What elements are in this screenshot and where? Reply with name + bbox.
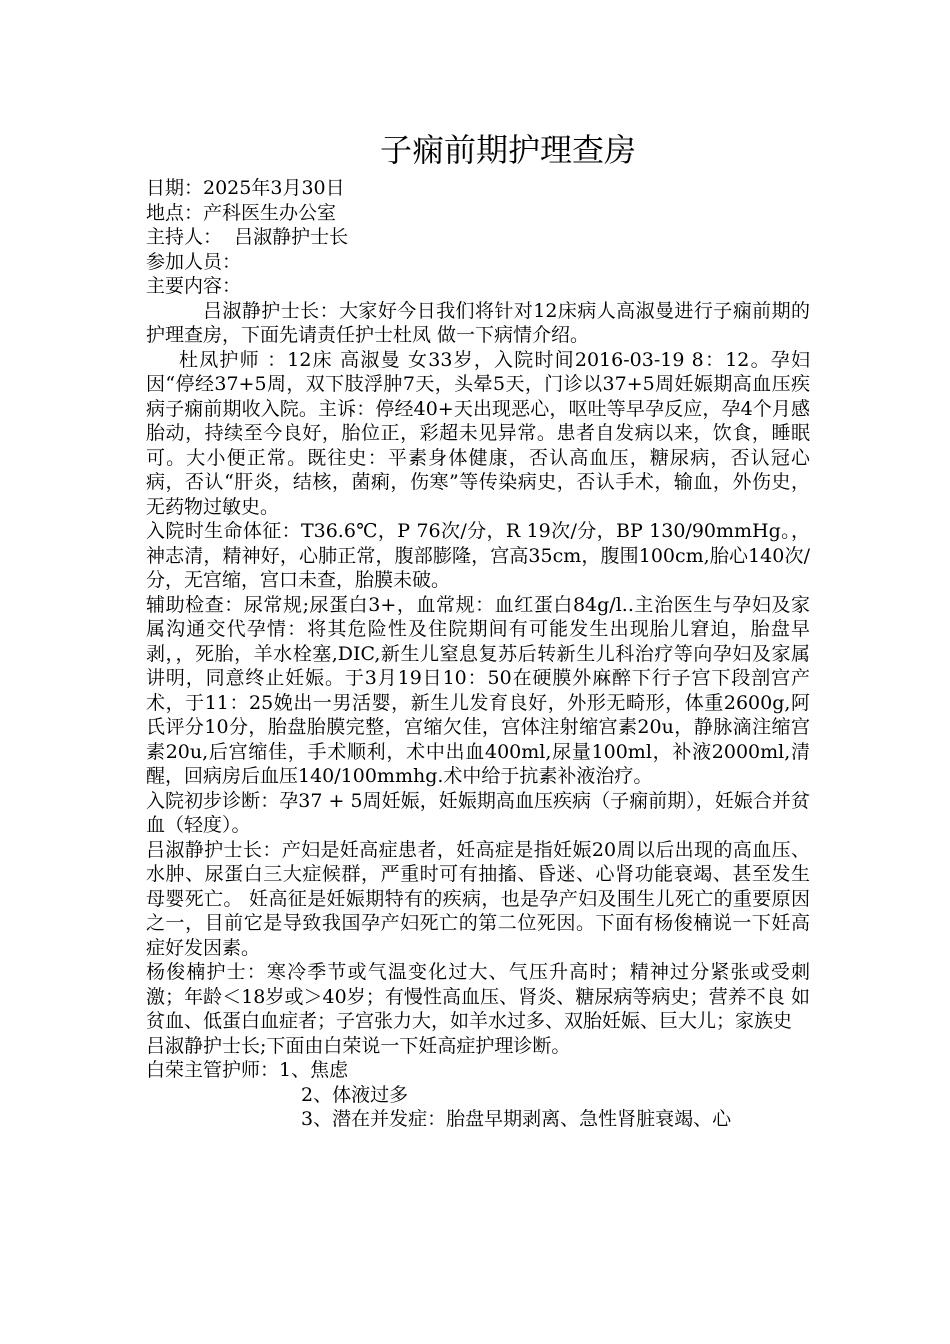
diagnosis-item: 1、焦虑: [279, 1059, 349, 1081]
meeting-date: 日期：2025年3月30日: [146, 177, 345, 199]
diagnosis-item: 3、潜在并发症：胎盘早期剥离、急性肾脏衰竭、心: [301, 1108, 732, 1130]
document-page: [146, 128, 810, 1132]
paragraph-initial-diagnosis: 入院初步诊断：孕37 + 5周妊娠，妊娠期高血压疾病（子痫前期），妊娠合并贫血（轻度）。: [146, 789, 810, 836]
meeting-location: 地点：产科医生办公室: [146, 201, 337, 224]
paragraph-auxiliary-exam: 辅助检查：尿常规;尿蛋白3+，血常规：血红蛋白84g/l..主治医生与孕妇及家属沟通交代孕情：将其危险性及住院期间有可能发生出现胎儿窘迫，胎盘早剥，，死胎，羊水栓塞,DIC,新生儿窒息复苏后转新生儿科治疗等向孕妇及家属讲明，同意终止妊娠。于3月19日10：50在硬膜外麻醉下行子宫下段剖宫产术，于11：25娩出一男活婴，新生儿发育良好，外形无畸形，体重2600g,阿氏评分10分，胎盘胎膜完整，宫缩欠佳，宫体注射缩宫素20u，静脉滴注缩宫素20u,后宫缩佳，手术顺利，术中出血400ml,尿量100ml，补液2000ml,清醒，回病房后血压140/100mmhg.术中给于抗素补液治疗。: [146, 593, 810, 787]
paragraph-preeclampsia-overview: 吕淑静护士长：产妇是妊高症患者，妊高症是指妊娠20周以后出现的高血压、水肿、尿蛋白三大症候群，严重时可有抽搐、昏迷、心肾功能衰竭、甚至发生母婴死亡。 妊高征是妊娠期特有的疾病，也是孕产妇及围生儿死亡的重要原因之一，目前它是导致我国孕产妇死亡的第二位死因。下面有杨俊楠说一下妊高症好发因素。: [146, 838, 810, 959]
paragraph-risk-factors: 杨俊楠护士：寒冷季节或气温变化过大、气压升高时；精神过分紧张或受刺激；年龄＜18岁或＞40岁；有慢性高血压、肾炎、糖尿病等病史；营养不良 如贫血、低蛋白血症者；子宫张力大，如羊水过多、双胎妊娠、巨大儿；家族史: [146, 961, 810, 1032]
content-heading: 主要内容：: [146, 275, 242, 297]
meeting-host: 主持人： 吕淑静护士长: [146, 226, 349, 248]
nursing-diagnosis-list: [146, 1058, 810, 1083]
paragraph-head-nurse-intro: 吕淑静护士长：大家好今日我们将针对12床病人高淑曼进行子痫前期的护理查房，下面先请责任护士杜凤 做一下病情介绍。: [146, 299, 810, 346]
document-title: 子痫前期护理查房: [379, 131, 636, 169]
paragraph-case-presentation: 杜凤护师 ：12床 高淑曼 女33岁，入院时间2016-03-19 8：12。孕妇因“停经37+5周，双下肢浮肿7天，头晕5天，门诊以37+5周妊娠期高血压疾病子痫前期收入院。主诉：停经40+天出现恶心，呕吐等早孕反应，孕4个月感胎动，持续至今良好，胎位正，彩超未见异常。患者自发病以来，饮食，睡眠可。大小便正常。既往史：平素身体健康，否认高血压，糖尿病，否认冠心病，否认“肝炎，结核，菌痢，伤寒”等传染病史，否认手术，输血，外伤史，无药物过敏史。: [146, 348, 810, 518]
paragraph-vital-signs: 入院时生命体征：T36.6℃，P 76次/分，R 19次/分，BP 130/90mmHg。，神志清，精神好，心肺正常，腹部膨隆，宫高35cm，腹围100cm,胎心140次/分，无宫缩，宫口未查，胎膜未破。: [146, 520, 810, 591]
diagnosis-item: 2、体液过多: [301, 1083, 409, 1106]
diagnosis-speaker: 白荣主管护师：: [146, 1059, 280, 1081]
meeting-participants: 参加人员：: [146, 250, 242, 273]
paragraph-transition: 吕淑静护士长;下面由白荣说一下妊高症护理诊断。: [146, 1034, 571, 1057]
